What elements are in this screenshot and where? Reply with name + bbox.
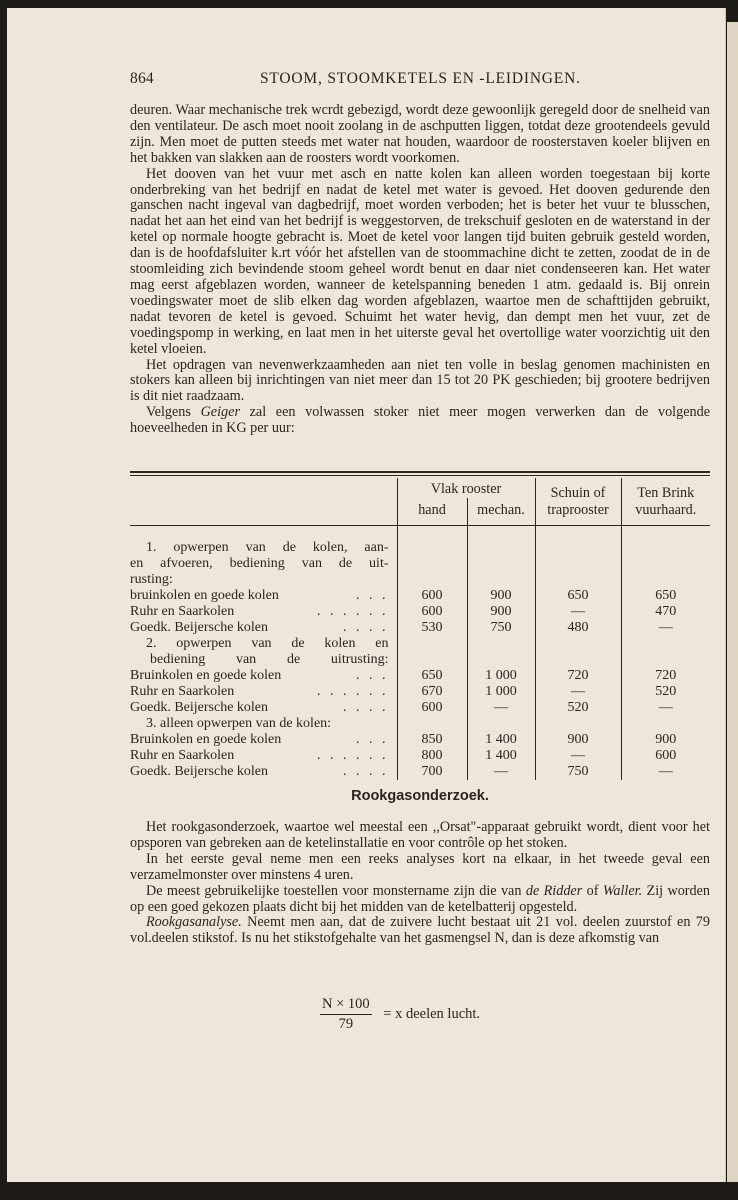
run-in-heading: Rookgasanalyse.	[146, 914, 242, 931]
cell-schuin: 520	[535, 700, 621, 716]
cell-schuin: —	[535, 604, 621, 620]
header-line: Ten Brink	[637, 485, 695, 501]
cell-mechan: 900	[467, 604, 535, 620]
cell-schuin: 900	[535, 732, 621, 748]
cell-tenbrink: 720	[621, 668, 710, 684]
row-label: Ruhr en Saarkolen	[130, 748, 235, 763]
text-run: Velgens	[146, 404, 191, 421]
table-row	[130, 748, 710, 764]
table-row	[130, 668, 710, 684]
paragraph: Het opdragen van nevenwerkzaamheden aan niet ten volle in beslag genomen machinisten en stokers kan alleen bij inrichtingen van niet meer dan 15 tot 20 PK geschieden; bij grootere bedrijven is dit niet raadzaam.	[130, 356, 710, 405]
paragraph	[130, 915, 710, 947]
cell-tenbrink: —	[621, 764, 710, 780]
paragraph: In het eerste geval neme men een reeks analyses kort na elkaar, in het tweede geval een verzamelmonster over minstens 4 uren.	[130, 850, 710, 883]
row-label: Bruinkolen en goede kolen	[130, 732, 282, 747]
paragraph	[130, 884, 710, 916]
text-run: 2. opwerpen van de kolen en	[146, 636, 389, 651]
row-label: bruinkolen en goede kolen	[130, 588, 279, 603]
author-name: Waller.	[602, 882, 643, 899]
row-label: Goedk. Beijersche kolen	[130, 764, 269, 779]
cell-hand: 600	[397, 700, 467, 716]
row-label: Bruinkolen en goede kolen	[130, 668, 282, 683]
table-row	[130, 700, 710, 716]
table-top-rule	[130, 471, 710, 473]
section-heading	[130, 652, 397, 668]
formula-result: = x deelen lucht.	[383, 1006, 481, 1022]
header-vlak-rooster: Vlak rooster	[397, 478, 535, 498]
running-header	[126, 70, 710, 94]
text-run: en afvoeren, bediening van de uit-	[130, 556, 389, 571]
cell-tenbrink: 650	[621, 588, 710, 604]
text-run: Neemt men aan, dat de zuivere lucht bestaat uit 21 vol. deelen zuurstof en 79 vol.deelen stikstof. Is nu het stikstofgehalte van het gasmengsel N, dan is deze afkomstig van	[130, 914, 710, 947]
leader-dots: . . .	[356, 732, 389, 747]
cell-hand: 850	[397, 732, 467, 748]
text-run: bediening van de uitrusting:	[150, 652, 389, 667]
text-run: zal een volwassen stoker niet meer mogen verwerken dan de volgende hoeveelheden in KG per uur:	[130, 404, 710, 437]
paragraph: Het dooven van het vuur met asch en natte kolen kan alleen worden toegestaan bij korte onderbreking van het bedrijf en nadat de ketel met water is gevoed. Het dooven gedurende den ganschen nacht ingeval van dagbedrijf, moet worden verboden; het is beter het vuur te blusschen, nadat het aan het eind van het bedrijf is weggestorven, de trekschuif gesloten en de waterstand in der ketel op normale hoogte gebracht is. Moet de ketel voor langen tijd buiten gebruik gesteld worden, dan is de hoofdafsluiter k.rt vóór het afstellen van de stoommachine dicht te zetten, zoodat de in de stoomleiding zich bevindende stoom geheel wordt benut en daar niet condenseeren kan. Het water mag eerst afgeblazen worden, wanneer de ketelspanning beneden 1 atm. gedaald is. Bij onrein voedingswater moet de slib elken dag worden afgeblazen, waartoe men de schafttijden gebruikt, nadat tevoren de ketel is gevoed. Schuimt het water hevig, dan dempt men het vuur, zet de voedingspomp in werking, en laat men in het uiterste geval het overtollige water voorzichtig uit den ketel vloeien.	[130, 165, 710, 357]
cell-hand: 600	[397, 604, 467, 620]
table-row	[130, 588, 710, 604]
cell-hand: 530	[397, 620, 467, 636]
body-text-top	[130, 103, 710, 437]
cell-hand: 650	[397, 668, 467, 684]
text-run: 3. alleen opwerpen van de kolen:	[146, 716, 332, 731]
cell-schuin: 650	[535, 588, 621, 604]
header-schuin	[535, 478, 621, 525]
adjacent-page-edge	[727, 22, 738, 1182]
table-row	[130, 684, 710, 700]
leader-dots: . . . .	[343, 764, 389, 779]
leader-dots: . . . .	[343, 700, 389, 715]
section-title: Rookgasonderzoek.	[351, 788, 489, 804]
cell-mechan: 1 400	[467, 748, 535, 764]
text-run: De meest gebruikelijke toestellen voor monstername zijn die van	[146, 882, 522, 899]
header-mechan: mechan.	[467, 498, 535, 525]
cell-schuin: 480	[535, 620, 621, 636]
cell-mechan: —	[467, 700, 535, 716]
text-run: 1. opwerpen van de kolen, aan-	[146, 540, 389, 555]
cell-mechan: 1 000	[467, 668, 535, 684]
text-run: rusting:	[130, 572, 173, 587]
paragraph: Het rookgasonderzoek, waartoe wel meestal een ,,Orsat"-apparaat gebruikt wordt, dient voor het opsporen van gebreken aan de ketelinstallatie en voor contrôle op het stoken.	[130, 819, 710, 851]
body-text-bottom	[130, 820, 710, 947]
cell-hand: 700	[397, 764, 467, 780]
cell-hand: 670	[397, 684, 467, 700]
coal-quantity-table	[130, 478, 710, 780]
formula	[320, 996, 480, 1033]
leader-dots: . . .	[356, 668, 389, 683]
header-line: vuurhaard.	[635, 502, 697, 518]
leader-dots: . . . . . .	[317, 604, 389, 619]
cell-tenbrink: 900	[621, 732, 710, 748]
fraction	[320, 996, 372, 1033]
cell-mechan: 1 000	[467, 684, 535, 700]
cell-tenbrink: —	[621, 700, 710, 716]
cell-tenbrink: 520	[621, 684, 710, 700]
table-row	[130, 620, 710, 636]
page-number: 864	[130, 70, 154, 87]
header-hand: hand	[397, 498, 467, 525]
table-row	[130, 604, 710, 620]
paragraph	[130, 405, 710, 437]
table-row	[130, 732, 710, 748]
author-name: Geiger	[200, 404, 240, 421]
leader-dots: . . .	[356, 588, 389, 603]
table-row	[130, 764, 710, 780]
author-name: de Ridder	[525, 882, 583, 899]
running-title: STOOM, STOOMKETELS EN -LEIDINGEN.	[260, 70, 581, 87]
cell-mechan: 750	[467, 620, 535, 636]
text-run: Zij worden op een goed gekozen plaats dicht bij het midden van de ketelbatterij opgesteld.	[130, 882, 711, 915]
leader-dots: . . . . . .	[317, 684, 389, 699]
cell-tenbrink: 600	[621, 748, 710, 764]
section-heading	[130, 572, 397, 588]
row-label: Ruhr en Saarkolen	[130, 684, 235, 699]
cell-schuin: —	[535, 748, 621, 764]
cell-tenbrink: —	[621, 620, 710, 636]
header-line: Schuin of	[550, 485, 606, 501]
header-ten-brink	[621, 478, 710, 525]
paragraph: deuren. Waar mechanische trek wcrdt gebezigd, wordt deze gewoonlijk geregeld door de snelheid van den ventilateur. De asch moet nooit zoolang in de aschputten liggen, totdat deze grootendeels gevuld zijn. Men moet de putten steeds met water nat houden, waardoor de roosterstaven koeler blijven en het bakken van slakken aan de roosters wordt voorkomen.	[130, 102, 710, 166]
text-run: of	[586, 882, 599, 899]
cell-hand: 800	[397, 748, 467, 764]
table-stub-header	[130, 478, 397, 525]
cell-hand: 600	[397, 588, 467, 604]
cell-mechan: —	[467, 764, 535, 780]
cell-schuin: 750	[535, 764, 621, 780]
cell-tenbrink: 470	[621, 604, 710, 620]
section-heading	[130, 636, 397, 652]
fraction-denominator: 79	[338, 1016, 354, 1032]
leader-dots: . . . .	[343, 620, 389, 635]
section-heading	[130, 526, 397, 557]
section-heading	[130, 556, 397, 572]
cell-schuin: 720	[535, 668, 621, 684]
header-line: traprooster	[547, 502, 609, 518]
section-heading	[130, 716, 397, 732]
cell-schuin: —	[535, 684, 621, 700]
row-label: Goedk. Beijersche kolen	[130, 700, 269, 715]
cell-mechan: 1 400	[467, 732, 535, 748]
table-top-rule-thin	[130, 475, 710, 476]
cell-mechan: 900	[467, 588, 535, 604]
fraction-numerator: N × 100	[320, 996, 372, 1015]
row-label: Ruhr en Saarkolen	[130, 604, 235, 619]
row-label: Goedk. Beijersche kolen	[130, 620, 269, 635]
leader-dots: . . . . . .	[317, 748, 389, 763]
